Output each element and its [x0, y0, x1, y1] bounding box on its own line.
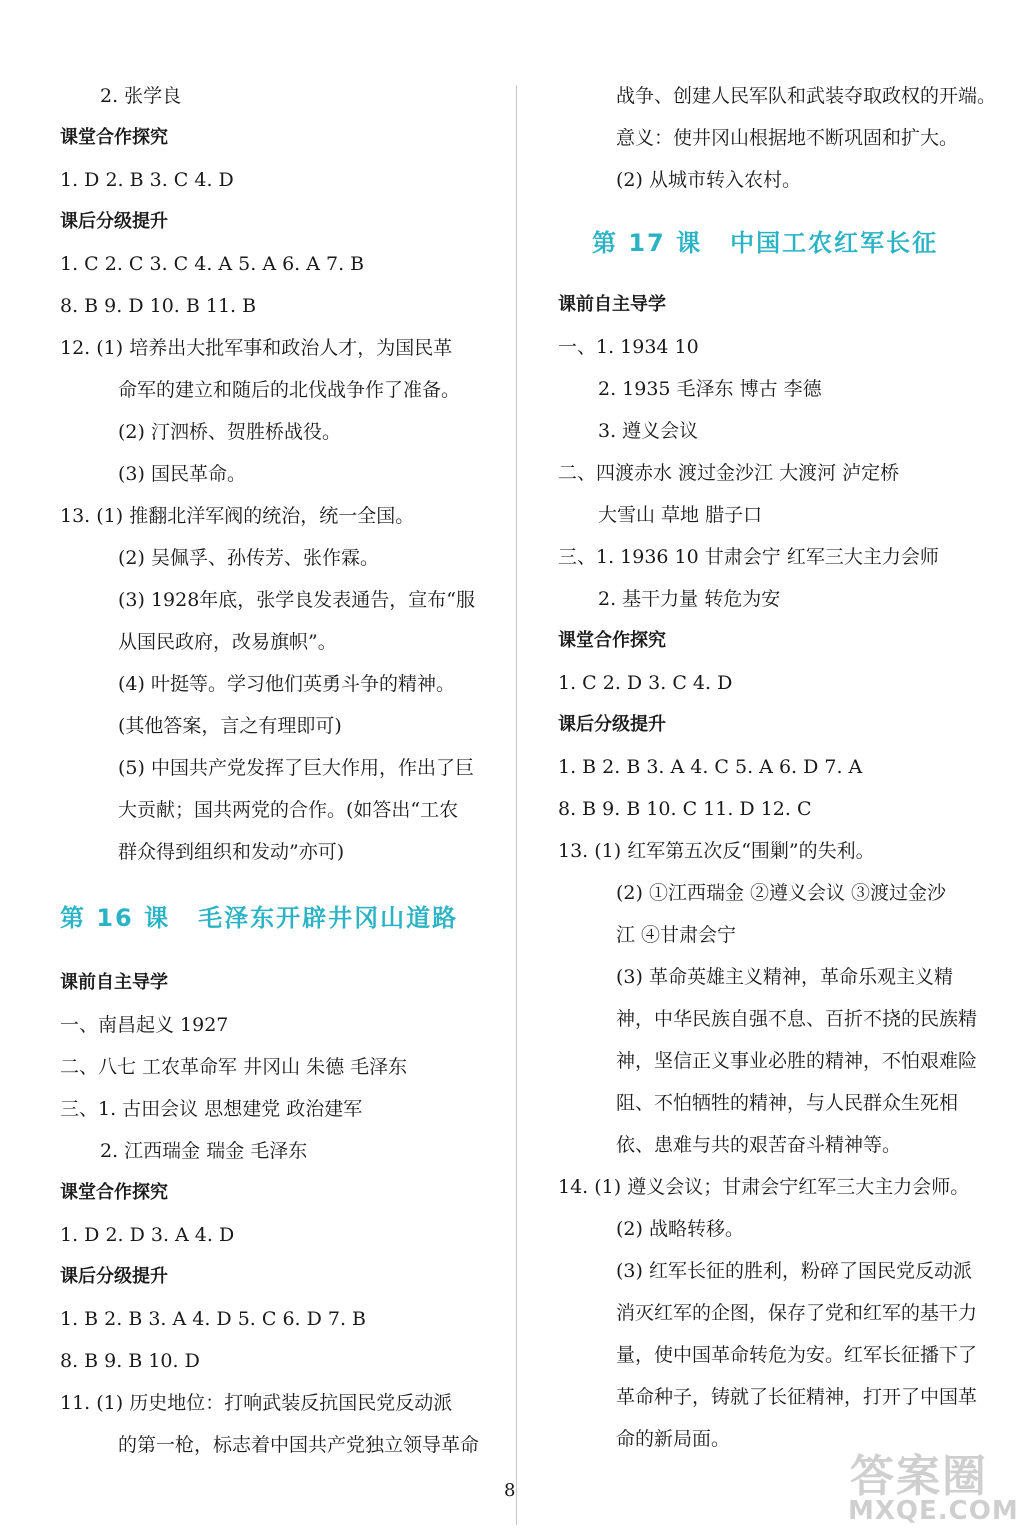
answer-line: 13. (1) 推翻北洋军阀的统治，统一全国。: [60, 505, 415, 527]
section-heading: 课后分级提升: [558, 714, 666, 735]
answer-line: (2) 汀泗桥、贺胜桥战役。: [118, 421, 341, 443]
lesson-17-number: 第 17 课: [592, 229, 703, 257]
answer-line: 8. B 9. B 10. D: [60, 1350, 200, 1372]
section-heading: 课堂合作探究: [558, 630, 666, 651]
answer-line: 神，中华民族自强不息、百折不挠的民族精: [616, 1008, 978, 1030]
answer-line: 2. 张学良: [100, 85, 182, 107]
answer-line: 2. 基干力量 转危为安: [598, 588, 781, 610]
lesson-16-title: [60, 903, 458, 933]
watermark-logo: [840, 1440, 1019, 1528]
answer-line: 从国民政府，改易旗帜”。: [118, 631, 337, 653]
section-heading: 课后分级提升: [60, 1266, 168, 1287]
answer-line: 革命种子，铸就了长征精神，打开了中国革: [616, 1386, 978, 1408]
lesson-16-name: 毛泽东开辟井冈山道路: [198, 904, 459, 932]
answer-line: 二、四渡赤水 渡过金沙江 大渡河 泸定桥: [558, 462, 900, 484]
answer-line: (其他答案，言之有理即可): [118, 715, 342, 737]
answer-line: 大贡献；国共两党的合作。(如答出“工农: [118, 799, 459, 821]
column-divider: [516, 85, 517, 1525]
answer-line: 阻、不怕牺牲的精神，与人民群众生死相: [616, 1092, 959, 1114]
answer-line: (2) 从城市转入农村。: [616, 169, 801, 191]
answer-line: 江 ④甘肃会宁: [616, 924, 737, 946]
answer-line: 1. B 2. B 3. A 4. C 5. A 6. D 7. A: [558, 756, 863, 778]
answer-line: (2) 战略转移。: [616, 1218, 744, 1240]
answer-line: 意义：使井冈山根据地不断巩固和扩大。: [616, 127, 959, 149]
answer-line: (3) 革命英雄主义精神，革命乐观主义精: [616, 966, 953, 988]
answer-line: (5) 中国共产党发挥了巨大作用，作出了巨: [118, 757, 474, 779]
answer-line: 2. 1935 毛泽东 博古 李德: [598, 378, 822, 400]
answer-line: 的第一枪，标志着中国共产党独立领导革命: [118, 1434, 480, 1456]
answer-line: 战争、创建人民军队和武装夺取政权的开端。: [616, 85, 997, 107]
watermark-text-bottom: MXQE.COM: [848, 1496, 1019, 1526]
lesson-16-number: 第 16 课: [60, 904, 171, 932]
answer-line: 8. B 9. D 10. B 11. B: [60, 295, 257, 317]
answer-line: 二、八七 工农革命军 井冈山 朱德 毛泽东: [60, 1056, 408, 1078]
answer-line: 1. B 2. B 3. A 4. D 5. C 6. D 7. B: [60, 1308, 367, 1330]
answer-line: 13. (1) 红军第五次反“围剿”的失利。: [558, 840, 875, 862]
answer-line: 命的新局面。: [616, 1428, 731, 1450]
section-heading: 课前自主导学: [60, 972, 168, 993]
answer-line: 大雪山 草地 腊子口: [598, 504, 763, 526]
section-heading: 课堂合作探究: [60, 1182, 168, 1203]
answer-line: 12. (1) 培养出大批军事和政治人才，为国民革: [60, 337, 453, 359]
lesson-17-name: 中国工农红军长征: [730, 229, 939, 257]
answer-line: 三、1. 1936 10 甘肃会宁 红军三大主力会师: [558, 546, 939, 568]
answer-line: (3) 国民革命。: [118, 463, 246, 485]
answer-line: 神，坚信正义事业必胜的精神，不怕艰难险: [616, 1050, 978, 1072]
answer-line: (3) 红军长征的胜利，粉碎了国民党反动派: [616, 1260, 972, 1282]
answer-line: 1. D 2. B 3. C 4. D: [60, 169, 234, 191]
answer-line: (4) 叶挺等。学习他们英勇斗争的精神。: [118, 673, 455, 695]
answer-line: (2) ①江西瑞金 ②遵义会议 ③渡过金沙: [616, 882, 947, 904]
answer-line: 3. 遵义会议: [598, 420, 699, 442]
page-number: 8: [504, 1480, 516, 1501]
answer-line: 2. 江西瑞金 瑞金 毛泽东: [100, 1140, 308, 1162]
answer-line: 1. C 2. C 3. C 4. A 5. A 6. A 7. B: [60, 253, 365, 275]
answer-line: 8. B 9. B 10. C 11. D 12. C: [558, 798, 812, 820]
answer-line: (2) 吴佩孚、孙传芳、张作霖。: [118, 547, 379, 569]
answer-line: 群众得到组织和发动”亦可): [118, 841, 345, 863]
answer-line: 1. D 2. D 3. A 4. D: [60, 1224, 235, 1246]
answer-line: 消灭红军的企图，保存了党和红军的基干力: [616, 1302, 978, 1324]
answer-line: 一、南昌起义 1927: [60, 1014, 229, 1036]
answer-line: 14. (1) 遵义会议；甘肃会宁红军三大主力会师。: [558, 1176, 970, 1198]
answer-line: 命军的建立和随后的北伐战争作了准备。: [118, 379, 461, 401]
answer-line: 11. (1) 历史地位：打响武装反抗国民党反动派: [60, 1392, 453, 1414]
answer-line: 依、患难与共的艰苦奋斗精神等。: [616, 1134, 902, 1156]
answer-line: 一、1. 1934 10: [558, 336, 699, 358]
section-heading: 课后分级提升: [60, 211, 168, 232]
lesson-17-title: [592, 228, 938, 258]
answer-line: 三、1. 古田会议 思想建党 政治建军: [60, 1098, 363, 1120]
answer-line: (3) 1928年底，张学良发表通告，宣布“服: [118, 589, 476, 611]
answer-line: 量，使中国革命转危为安。红军长征播下了: [616, 1344, 978, 1366]
section-heading: 课堂合作探究: [60, 127, 168, 148]
section-heading: 课前自主导学: [558, 294, 666, 315]
answer-line: 1. C 2. D 3. C 4. D: [558, 672, 733, 694]
watermark-text-top: 答案圈: [850, 1451, 988, 1502]
